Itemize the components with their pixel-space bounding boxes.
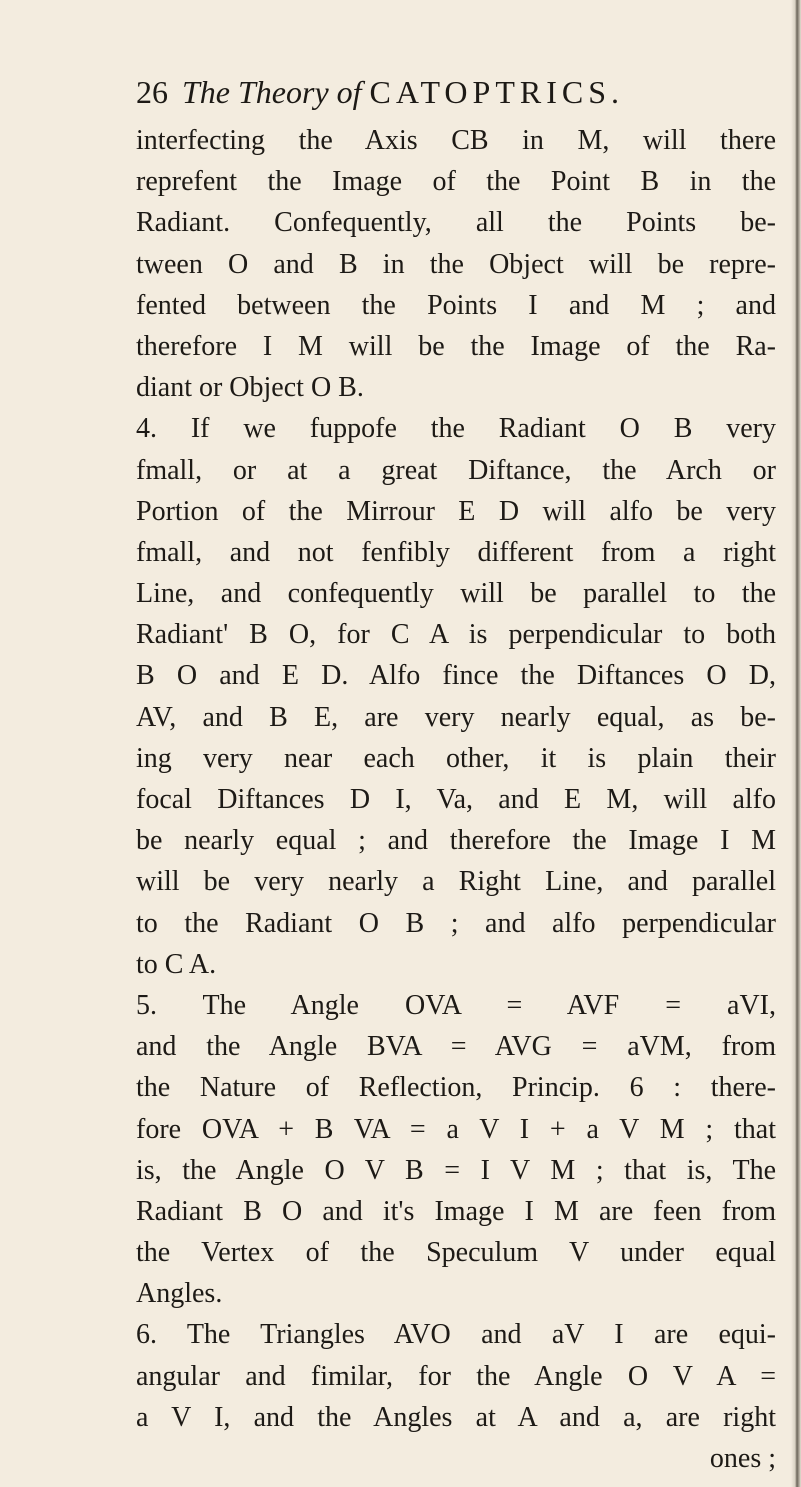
page-text <box>136 70 776 1479</box>
running-title-caps: CATOPTRICS. <box>369 74 625 110</box>
text-line: Line, and confequently will be parallel to the <box>136 578 776 610</box>
text-line: focal Diftances D I, Va, and E M, will alfo <box>136 784 776 815</box>
text-line: fmall, and not fenfibly different from a right <box>136 536 776 568</box>
text-line: ing very near each other, it is plain their <box>136 742 776 774</box>
text-line: tween O and B in the Object will be repre- <box>136 248 776 280</box>
text-line: and the Angle BVA = AVG = aVM, from <box>136 1031 776 1063</box>
text-line: 4. If we fuppofe the Radiant O B very <box>136 413 776 445</box>
text-line: to C A. <box>136 948 217 980</box>
body-lines <box>136 120 776 1479</box>
text-line: fore OVA + B VA = a V I + a V M ; that <box>136 1113 776 1145</box>
running-title-italic: The Theory of <box>182 74 362 110</box>
text-line: fmall, or at a great Diftance, the Arch or <box>136 454 776 486</box>
text-line: Radiant B O and it's Image I M are feen from <box>136 1195 776 1227</box>
text-line: ones ; <box>709 1443 776 1474</box>
text-line: will be very nearly a Right Line, and parallel <box>136 866 776 898</box>
text-line: fented between the Points I and M ; and <box>136 289 776 321</box>
text-line: 6. The Triangles AVO and aV I are equi- <box>136 1319 776 1351</box>
text-line: Portion of the Mirrour E D will alfo be very <box>136 495 776 527</box>
page-number: 26 <box>136 74 168 110</box>
text-line: is, the Angle O V B = I V M ; that is, The <box>136 1154 776 1186</box>
text-line: AV, and B E, are very nearly equal, as be- <box>136 701 776 733</box>
text-line: B O and E D. Alfo fince the Diftances O D, <box>136 660 776 692</box>
text-line: therefore I M will be the Image of the Ra- <box>136 330 776 362</box>
text-line: diant or Object O B. <box>136 372 364 404</box>
text-line: angular and fimilar, for the Angle O V A = <box>136 1360 776 1392</box>
page-edge <box>791 0 801 1487</box>
text-line: to the Radiant O B ; and alfo perpendicular <box>136 907 776 939</box>
text-line: 5. The Angle OVA = AVF = aVI, <box>136 989 776 1021</box>
text-line: reprefent the Image of the Point B in the <box>136 166 776 198</box>
text-line: interfecting the Axis CB in M, will there <box>136 125 776 156</box>
text-line: Radiant. Confequently, all the Points be- <box>136 207 776 239</box>
text-line: a V I, and the Angles at A and a, are right <box>136 1401 776 1433</box>
text-line: the Nature of Reflection, Princip. 6 : there- <box>136 1072 776 1104</box>
text-line: the Vertex of the Speculum V under equal <box>136 1237 776 1269</box>
running-header <box>136 70 776 114</box>
text-line: Radiant' B O, for C A is perpendicular to both <box>136 619 776 651</box>
text-line: Angles. <box>136 1278 223 1310</box>
text-line: be nearly equal ; and therefore the Image I M <box>136 825 776 857</box>
